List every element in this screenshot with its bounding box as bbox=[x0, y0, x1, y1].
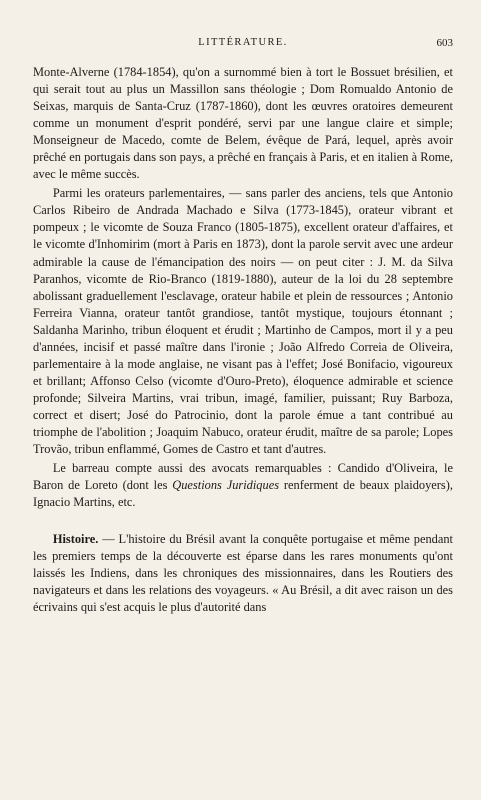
paragraph-parliamentary-orators: Parmi les orateurs parlementaires, — sans parler des anciens, tels que Antonio Carlos Ribeiro de Andrada Machado e Silva (1773-1845), orateur vibrant et pompeux ; le vicomte de Souza Franco (1805-1875), excellent orateur d'affaires, et le vicomte d'Inhomirim (mort à Paris en 1873), dont la parole servit avec une ardeur admirable la cause de l'émancipation des noirs — on peut citer : J. M. da Silva Paranhos, vicomte de Rio-Branco (1819-1880), auteur de la loi du 28 septembre abolissant graduellement l'esclavage, orateur habile et plein de ressources ; Antonio Ferreira Vianna, orateur tantôt grandiose, tantôt mystique, toujours étonnant ; Saldanha Marinho, tribun éloquent et érudit ; Martinho de Campos, mort il y a peu d'années, incisif et passé maître dans l'ironie ; João Alfredo Correia de Oliveira, parlementaire à la mode anglaise, ne visant pas à l'effet; José Bonifacio, vigoureux et brillant; Affonso Celso (vicomte d'Ouro-Preto), éloquence admirable et science profonde; Silveira Martins, vrai tribun, imagé, familier, puissant; Ruy Barboza, correct et disert; José do Patrocinio, dont la parole émue a tant contribué au triomphe de l'abolition ; Joaquim Nabuco, orateur érudit, maître de sa parole; Lopes Trovão, tribun enflammé, Gomes de Castro et tant d'autres. bbox=[33, 186, 453, 457]
paragraph-history-text: — L'histoire du Brésil avant la conquête portugaise et même pendant les premiers temps de la découverte est éparse dans les rares monuments qu'ont laissés les Indiens, dans les chroniques des missionnaires, dans les Routiers des navigateurs et dans les relations des voyageurs. « Au Brésil, a dit avec raison un des écrivains qui s'est acquis le plus d'autorité dans bbox=[33, 532, 453, 615]
page-number: 603 bbox=[436, 37, 453, 49]
paragraph-history bbox=[33, 531, 453, 616]
paragraph-bar bbox=[33, 460, 453, 511]
book-title-questions-juridiques: Questions Juridiques bbox=[172, 478, 280, 493]
paragraph-preachers: Monte-Alverne (1784-1854), qu'on a surnommé bien à tort le Bossuet brésilien, et qui serait tout au plus un Massillon sans théologie ; Dom Romualdo Antonio de Seixas, marquis de Santa-Cruz (1787-1860), dont les œuvres oratoires demeurent comme un monument d'esprit pondéré, servi par une langue claire et simple; Monseigneur de Macedo, comte de Belem, évêque de Pará, lequel, après avoir prêché en portugais dans son pays, a prêché en français à Paris, et en italien à Rome, avec le même succès. bbox=[33, 65, 453, 182]
section-heading-histoire: Histoire. bbox=[52, 532, 99, 547]
running-title: LITTÉRATURE. bbox=[198, 37, 288, 48]
paragraph-bar-text-start: Le barreau compte aussi des avocats remarquables : Candido d'Oliveira, le Baron de Loreto (dont les bbox=[33, 461, 453, 493]
paragraph-bar-text-end: renferment de beaux plaidoyers), Ignacio Martins, etc. bbox=[33, 478, 453, 510]
running-header bbox=[33, 37, 453, 51]
page-body bbox=[33, 64, 453, 616]
